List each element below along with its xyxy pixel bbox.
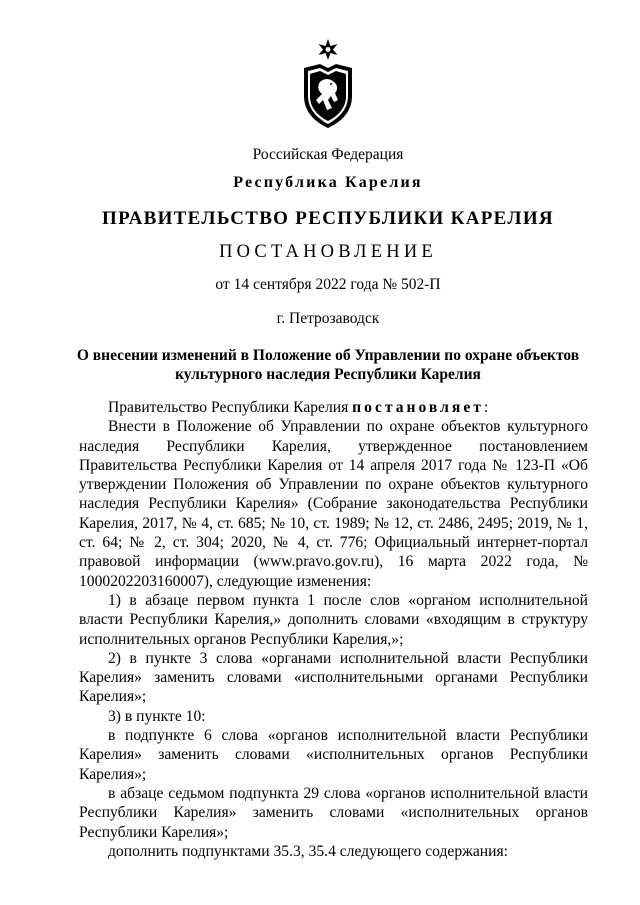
body-paragraph: в подпункте 6 слова «органов исполнительной власти Республики Карелия» заменить словами «исполнительных органов Республики Карелия»;	[79, 727, 588, 783]
intro-paragraph	[79, 398, 588, 417]
body-paragraph: 2) в пункте 3 слова «органами исполнительной власти Республики Карелия» заменить словами «исполнительными органами Республики Карелия»;	[79, 649, 588, 706]
intro-resolves: постановляет	[352, 399, 484, 416]
body-paragraph: 1) в абзаце первом пункта 1 после слов «органом исполнительной власти Республики Карелия,» дополнить словами «входящим в структуру исполнительных органов Республики Карелия,»;	[79, 591, 588, 648]
document-title-line: О внесении изменений в Положение об Управлении по охране объектов	[76, 347, 580, 364]
republic-name: Республика Карелия	[233, 174, 423, 191]
intro-lead: Правительство Республики Карелия	[108, 399, 353, 416]
karelia-coat-of-arms-icon	[300, 38, 356, 130]
body-paragraph: Внести в Положение об Управлении по охране объектов культурного наследия Республики Карелия, утвержденное постановлением Правительства Республики Карелия от 14 апреля 2017 года № 123-П «Об утверждении Положения об Управлении по охране объектов культурного наследия Республики Карелия» (Собрание законодательства Республики Карелия, 2017, № 4, ст. 685; № 10, ст. 1989; № 12, ст. 2486, 2495; 2019, № 1, ст. 64; № 2, ст. 304; 2020, № 4, ст. 776; Официальный интернет-портал правовой информации (www.pravo.gov.ru), 16 марта 2022 года, № 1000202203160007), следующие изменения:	[79, 418, 588, 590]
document-body	[79, 398, 588, 861]
body-paragraph: в абзаце седьмом подпункта 29 слова «органов исполнительной власти Республики Карелия» заменить словами «исполнительных органов Республики Карелия»;	[79, 784, 588, 841]
intro-colon: :	[483, 399, 489, 416]
document-type: ПОСТАНОВЛЕНИЕ	[219, 242, 437, 262]
document-title-line: культурного наследия Республики Карелия	[175, 366, 481, 383]
document-city: г. Петрозаводск	[276, 310, 380, 327]
country-name: Российская Федерация	[252, 146, 404, 163]
government-name: ПРАВИТЕЛЬСТВО РЕСПУБЛИКИ КАРЕЛИЯ	[102, 208, 554, 229]
body-paragraph: 3) в пункте 10:	[108, 707, 206, 725]
document-title	[0, 346, 640, 384]
document-date-number: от 14 сентября 2022 года № 502-П	[215, 276, 441, 293]
body-paragraph: дополнить подпунктами 35.3, 35.4 следующего содержания:	[108, 842, 509, 860]
